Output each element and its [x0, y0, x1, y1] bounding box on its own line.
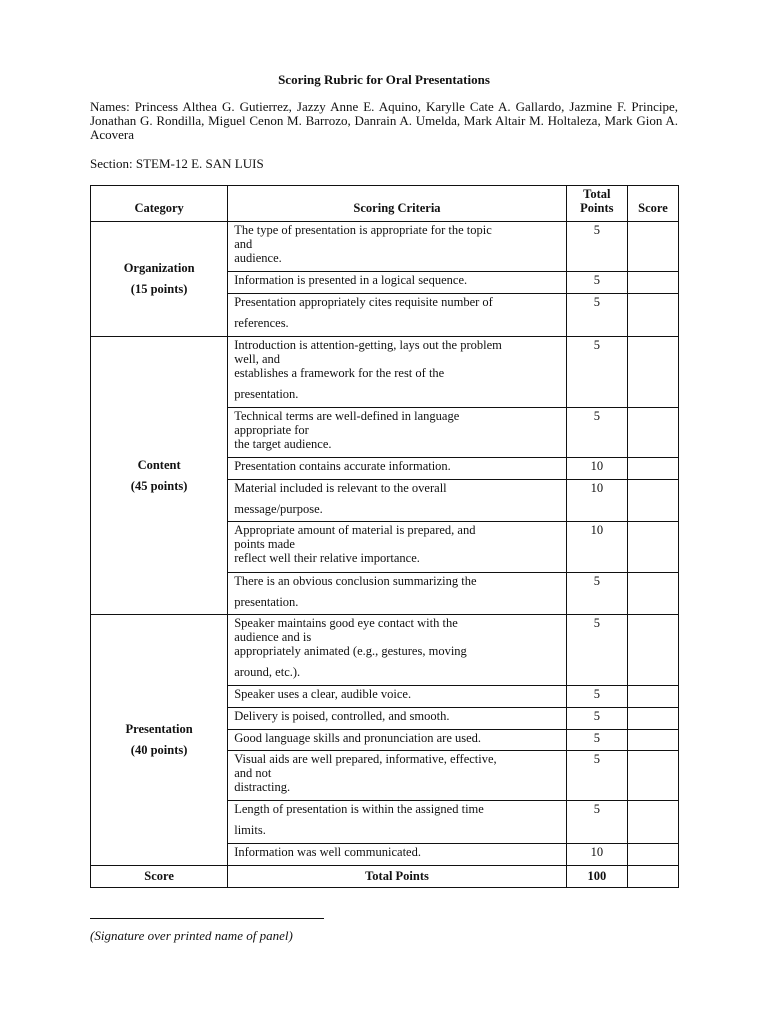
criteria-text-line: points made: [234, 537, 295, 551]
criteria-text-line: well, and: [234, 352, 281, 366]
criteria-cell: [228, 272, 567, 294]
category-cell: [91, 615, 228, 866]
criteria-text-line: appropriately animated (e.g., gestures, moving: [234, 644, 467, 658]
points-cell: 10: [566, 480, 627, 522]
criteria-text-line: The type of presentation is appropriate for the topic: [234, 223, 492, 237]
category-name: Organization: [123, 261, 195, 275]
criteria-text-line: appropriate for: [234, 423, 309, 437]
footer-total-value: 100: [566, 866, 627, 888]
header-row: [91, 186, 679, 222]
criteria-row: [91, 615, 679, 686]
score-cell: [627, 844, 678, 866]
criteria-cell: [228, 337, 567, 408]
criteria-row: [91, 222, 679, 272]
criteria-cell: [228, 408, 567, 458]
score-cell: [627, 522, 678, 573]
points-cell: 5: [566, 730, 627, 751]
points-cell: 5: [566, 337, 627, 408]
header-total-points-line2: Points: [580, 201, 614, 215]
criteria-text-line: Length of presentation is within the assigned time: [234, 802, 484, 816]
criteria-text-line: Material included is relevant to the overall: [234, 481, 447, 495]
category-points: (15 points): [130, 282, 188, 296]
section-label: Section: STEM-12 E. SAN LUIS: [90, 156, 264, 171]
criteria-text-line: Speaker uses a clear, audible voice.: [234, 687, 412, 701]
score-cell: [627, 480, 678, 522]
score-cell: [627, 222, 678, 272]
criteria-cell: [228, 686, 567, 708]
criteria-cell: [228, 522, 567, 573]
points-cell: 5: [566, 801, 627, 844]
score-cell: [627, 801, 678, 844]
criteria-text-line: audience and is: [234, 630, 312, 644]
header-total-points: [566, 186, 627, 222]
category-cell: [91, 337, 228, 615]
criteria-text-line: Information was well communicated.: [234, 845, 421, 859]
footer-row: [91, 866, 679, 888]
criteria-text-line: Information is presented in a logical sequence.: [234, 273, 468, 287]
footer-total-label: Total Points: [228, 866, 567, 888]
criteria-text-line: and not: [234, 766, 272, 780]
criteria-text-line: Speaker maintains good eye contact with the: [234, 616, 458, 630]
criteria-cell: [228, 708, 567, 730]
criteria-text-line: references.: [234, 316, 289, 330]
criteria-text-line: distracting.: [234, 780, 291, 794]
points-cell: 5: [566, 294, 627, 337]
criteria-text-line: reflect well their relative importance.: [234, 551, 420, 565]
criteria-cell: [228, 615, 567, 686]
score-cell: [627, 573, 678, 615]
criteria-cell: [228, 844, 567, 866]
criteria-text-line: Appropriate amount of material is prepared, and: [234, 523, 476, 537]
criteria-cell: [228, 480, 567, 522]
criteria-text-line: presentation.: [234, 595, 299, 609]
header-category: Category: [91, 186, 228, 222]
criteria-text-line: the target audience.: [234, 437, 332, 451]
header-score: Score: [627, 186, 678, 222]
category-points: (45 points): [130, 478, 188, 493]
criteria-cell: [228, 573, 567, 615]
category-name: Presentation: [125, 722, 193, 736]
category-cell: [91, 222, 228, 337]
criteria-text-line: There is an obvious conclusion summarizing the: [234, 574, 477, 588]
score-cell: [627, 686, 678, 708]
criteria-text-line: establishes a framework for the rest of the: [234, 366, 445, 380]
criteria-text-line: Delivery is poised, controlled, and smooth.: [234, 709, 450, 723]
points-cell: 10: [566, 458, 627, 480]
criteria-text-line: limits.: [234, 823, 266, 837]
points-cell: 10: [566, 844, 627, 866]
footer-score-cell: [627, 866, 678, 888]
points-cell: 5: [566, 751, 627, 801]
criteria-cell: [228, 801, 567, 844]
points-cell: 5: [566, 272, 627, 294]
score-cell: [627, 730, 678, 751]
criteria-text-line: Presentation appropriately cites requisite number of: [234, 295, 493, 309]
criteria-text-line: Visual aids are well prepared, informative, effective,: [234, 752, 497, 766]
score-cell: [627, 272, 678, 294]
header-criteria: Scoring Criteria: [228, 186, 567, 222]
criteria-cell: [228, 751, 567, 801]
score-cell: [627, 615, 678, 686]
header-total-points-line1: Total: [583, 187, 611, 201]
rubric-body: [91, 222, 679, 866]
score-cell: [627, 408, 678, 458]
score-cell: [627, 294, 678, 337]
score-cell: [627, 751, 678, 801]
criteria-text-line: Technical terms are well-defined in language: [234, 409, 460, 423]
names-paragraph: Names: Princess Althea G. Gutierrez, Jazzy Anne E. Aquino, Karylle Cate A. Gallardo, Jazmine F. Principe, Jonathan G. Rondilla, Miguel Cenon M. Barrozo, Danrain A. Umelda, Mark Altair M. Holtaleza, Mark Gion A. Acovera: [90, 99, 678, 142]
document-title: Scoring Rubric for Oral Presentations: [278, 72, 490, 87]
signature-line: [90, 918, 324, 919]
criteria-cell: [228, 730, 567, 751]
score-cell: [627, 337, 678, 408]
category-name: Content: [137, 457, 181, 472]
signature-label: (Signature over printed name of panel): [90, 928, 293, 943]
points-cell: 5: [566, 408, 627, 458]
points-cell: 10: [566, 522, 627, 573]
criteria-text-line: Good language skills and pronunciation are used.: [234, 731, 482, 745]
criteria-text-line: audience.: [234, 251, 282, 265]
points-cell: 5: [566, 708, 627, 730]
category-points: (40 points): [130, 743, 188, 757]
criteria-cell: [228, 458, 567, 480]
criteria-row: [91, 337, 679, 408]
criteria-text-line: and: [234, 237, 253, 251]
rubric-table: [90, 185, 679, 888]
points-cell: 5: [566, 222, 627, 272]
points-cell: 5: [566, 615, 627, 686]
criteria-text-line: Introduction is attention-getting, lays out the problem: [234, 338, 502, 352]
points-cell: 5: [566, 573, 627, 615]
points-cell: 5: [566, 686, 627, 708]
score-cell: [627, 458, 678, 480]
criteria-cell: [228, 222, 567, 272]
criteria-text-line: Presentation contains accurate information.: [234, 459, 451, 473]
criteria-text-line: presentation.: [234, 387, 299, 401]
criteria-text-line: around, etc.).: [234, 665, 301, 679]
score-cell: [627, 708, 678, 730]
criteria-text-line: message/purpose.: [234, 502, 323, 516]
criteria-cell: [228, 294, 567, 337]
footer-score-label: Score: [91, 866, 228, 888]
